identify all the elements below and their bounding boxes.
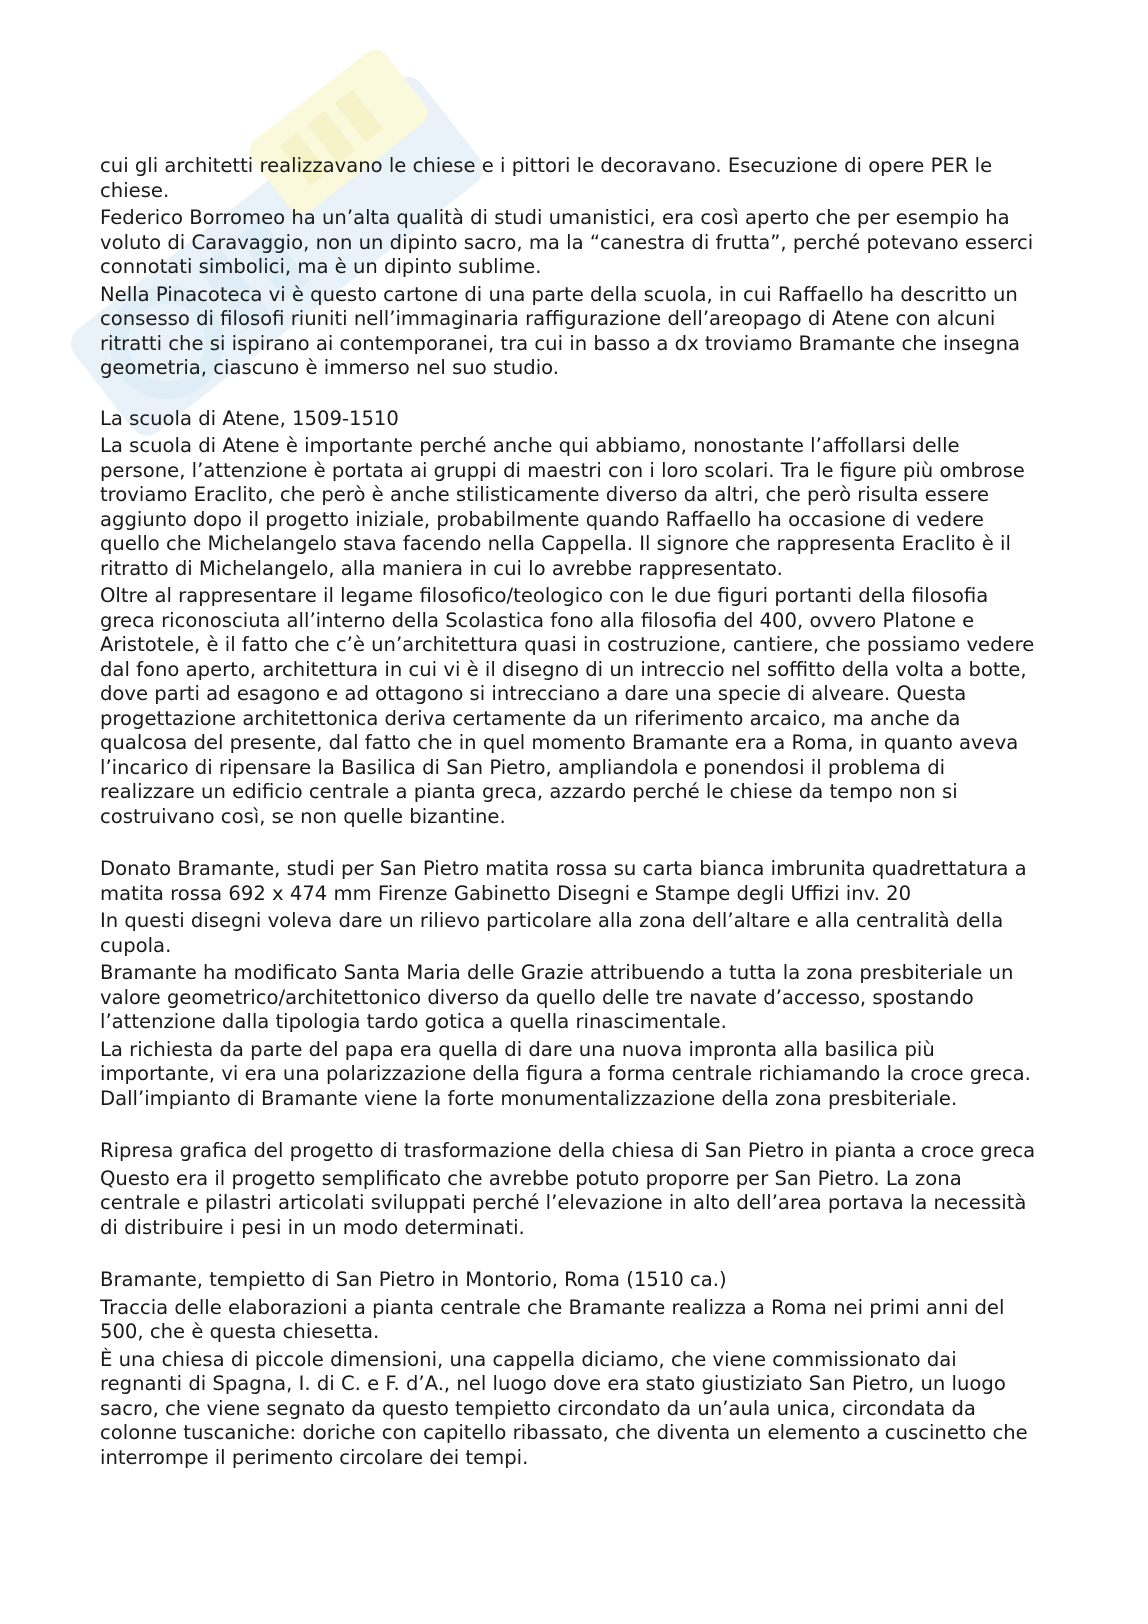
intro-paragraph: cui gli architetti realizzavano le chiese e i pittori le decoravano. Esecuzione di opere PER le chiese. [100, 154, 993, 202]
section-paragraph: La richiesta da parte del papa era quella di dare una nuova impronta alla basilica più importante, vi era una polarizzazione della figura a forma centrale richiamando la croce greca. Dall’impianto di Bramante viene la forte monumentalizzazione della zona presbiteriale. [100, 1037, 1031, 1110]
section-paragraph: È una chiesa di piccole dimensioni, una cappella diciamo, che viene commissionato dai regnanti di Spagna, I. di C. e F. d’A., nel luogo dove era stato giustiziato San Pietro, un luogo sacro, che viene segnato da questo tempietto circondato da un’aula unica, circondata da colonne tuscaniche: doriche con capitello ribassato, che diventa un elemento a cuscinetto che interrompe il perimento circolare dei tempi. [100, 1347, 1028, 1469]
section-paragraph: Traccia delle elaborazioni a pianta centrale che Bramante realizza a Roma nei primi anni del 500, che è questa chiesetta. [100, 1295, 1005, 1343]
section-ripresa-grafica [100, 1139, 1040, 1240]
section-scuola-di-atene [100, 407, 1040, 830]
intro-paragraph: Federico Borromeo ha un’alta qualità di studi umanistici, era così aperto che per esempio ha voluto di Caravaggio, non un dipinto sacro, ma la “canestra di frutta”, perché potevano esserci connotati simbolici, ma è un dipinto sublime. [100, 206, 1034, 278]
section-heading: Bramante, tempietto di San Pietro in Montorio, Roma (1510 ca.) [100, 1268, 727, 1291]
section-paragraph: La scuola di Atene è importante perché anche qui abbiamo, nonostante l’affollarsi delle persone, l’attenzione è portata ai gruppi di maestri con i loro scolari. Tra le figure più ombrose troviamo Eraclito, che però è anche stilisticamente diverso da altri, che però risulta essere aggiunto dopo il progetto iniziale, probabilmente quando Raffaello ha occasione di vedere quello che Michelangelo stava facendo nella Cappella. Il signore che rappresenta Eraclito è il ritratto di Michelangelo, alla maniera in cui lo avrebbe rappresentato. [100, 434, 1025, 580]
document-body [100, 154, 1040, 1473]
section-paragraph: Oltre al rappresentare il legame filosofico/teologico con le due figuri portanti della filosofia greca riconosciuta all’interno della Scolastica fono alla filosofia del 400, ovvero Platone e Aristotele, è il fatto che c’è un’architettura quasi in costruzione, cantiere, che possiamo vedere dal fono aperto, architettura in cui vi è il disegno di un intreccio nel soffitto della volta a botte, dove parti ad esagono e ad ottagono si intrecciano a dare una specie di alveare. Questa progettazione architettonica deriva certamente da un riferimento arcaico, ma anche da qualcosa del presente, dal fatto che in quel momento Bramante era a Roma, in quanto aveva l’incarico di ripensare la Basilica di San Pietro, ampliandola e ponendosi il problema di realizzare un edificio centrale a pianta greca, azzardo perché le chiese da tempo non si costruivano così, se non quelle bizantine. [100, 584, 1035, 828]
section-heading: La scuola di Atene, 1509-1510 [100, 406, 399, 430]
section-heading: Ripresa grafica del progetto di trasformazione della chiesa di San Pietro in pianta a croce greca [100, 1139, 1036, 1162]
section-paragraph: Bramante ha modificato Santa Maria delle Grazie attribuendo a tutta la zona presbiteriale un valore geometrico/architettonico diverso da quello delle tre navate d’accesso, spostando l’attenzione dalla tipologia tardo gotica a quella rinascimentale. [100, 961, 1014, 1033]
section-heading: Donato Bramante, studi per San Pietro matita rossa su carta bianca imbrunita quadrettatura a matita rossa 692 x 474 mm Firenze Gabinetto Disegni e Stampe degli Uffizi inv. 20 [100, 857, 1027, 905]
section-paragraph: In questi disegni voleva dare un rilievo particolare alla zona dell’altare e alla centralità della cupola. [100, 909, 1004, 957]
section-studi-san-pietro [100, 857, 1040, 1111]
section-paragraph: Questo era il progetto semplificato che avrebbe potuto proporre per San Pietro. La zona centrale e pilastri articolati sviluppati perché l’elevazione in alto dell’area portava la necessità di distribuire i pesi in un modo determinati. [100, 1166, 1027, 1239]
section-tempietto [100, 1268, 1040, 1470]
intro-paragraph: Nella Pinacoteca vi è questo cartone di una parte della scuola, in cui Raffaello ha descritto un consesso di filosofi riuniti nell’immaginaria raffigurazione dell’areopago di Atene con alcuni ritratti che si ispirano ai contemporanei, tra cui in basso a dx troviamo Bramante che insegna geometria, ciascuno è immerso nel suo studio. [100, 282, 1020, 379]
intro-section [100, 154, 1040, 381]
